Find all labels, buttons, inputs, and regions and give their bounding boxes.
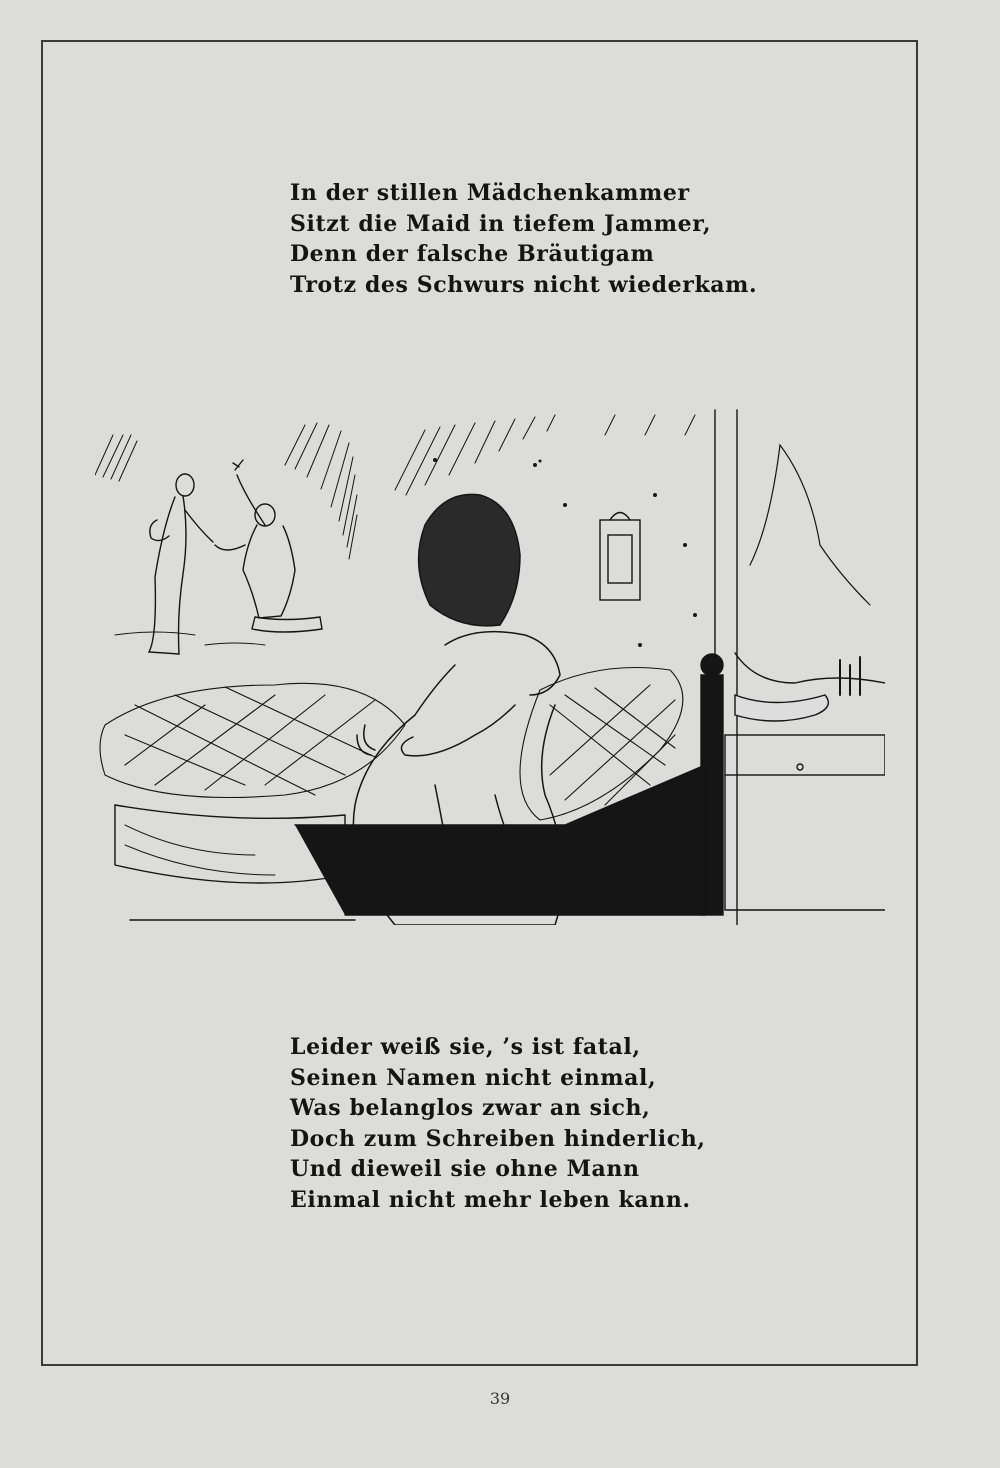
wall-picture <box>600 513 640 601</box>
verse-line: Denn der falsche Bräutigam <box>290 241 655 267</box>
verse-line: In der stillen Mädchenkammer <box>290 180 690 206</box>
dream-hatching <box>95 415 695 559</box>
verse-1 <box>290 178 757 300</box>
verse-line: Einmal nicht mehr leben kann. <box>290 1186 691 1213</box>
page-number: 39 <box>489 1389 511 1408</box>
bed <box>115 765 705 920</box>
verse-line: Sitzt die Maid in tiefem Jammer, <box>290 210 712 237</box>
verse-line: Doch zum Schreiben hinderlich, <box>290 1125 706 1152</box>
dream-man <box>215 460 322 632</box>
verse-line: Was belanglos zwar an sich, <box>290 1095 651 1121</box>
verse-2 <box>290 1032 706 1215</box>
illustration-girl-on-bed <box>95 405 885 925</box>
dream-woman <box>149 474 213 654</box>
pillow-left <box>100 683 405 797</box>
verse-line: Trotz des Schwurs nicht wiederkam. <box>290 271 758 298</box>
verse-line: Und dieweil sie ohne Mann <box>290 1156 640 1182</box>
wall-and-cabinet <box>715 410 885 925</box>
verse-line: Seinen Namen nicht einmal, <box>290 1064 657 1091</box>
verse-line: Leider weiß sie, ’s ist fatal, <box>290 1034 641 1060</box>
